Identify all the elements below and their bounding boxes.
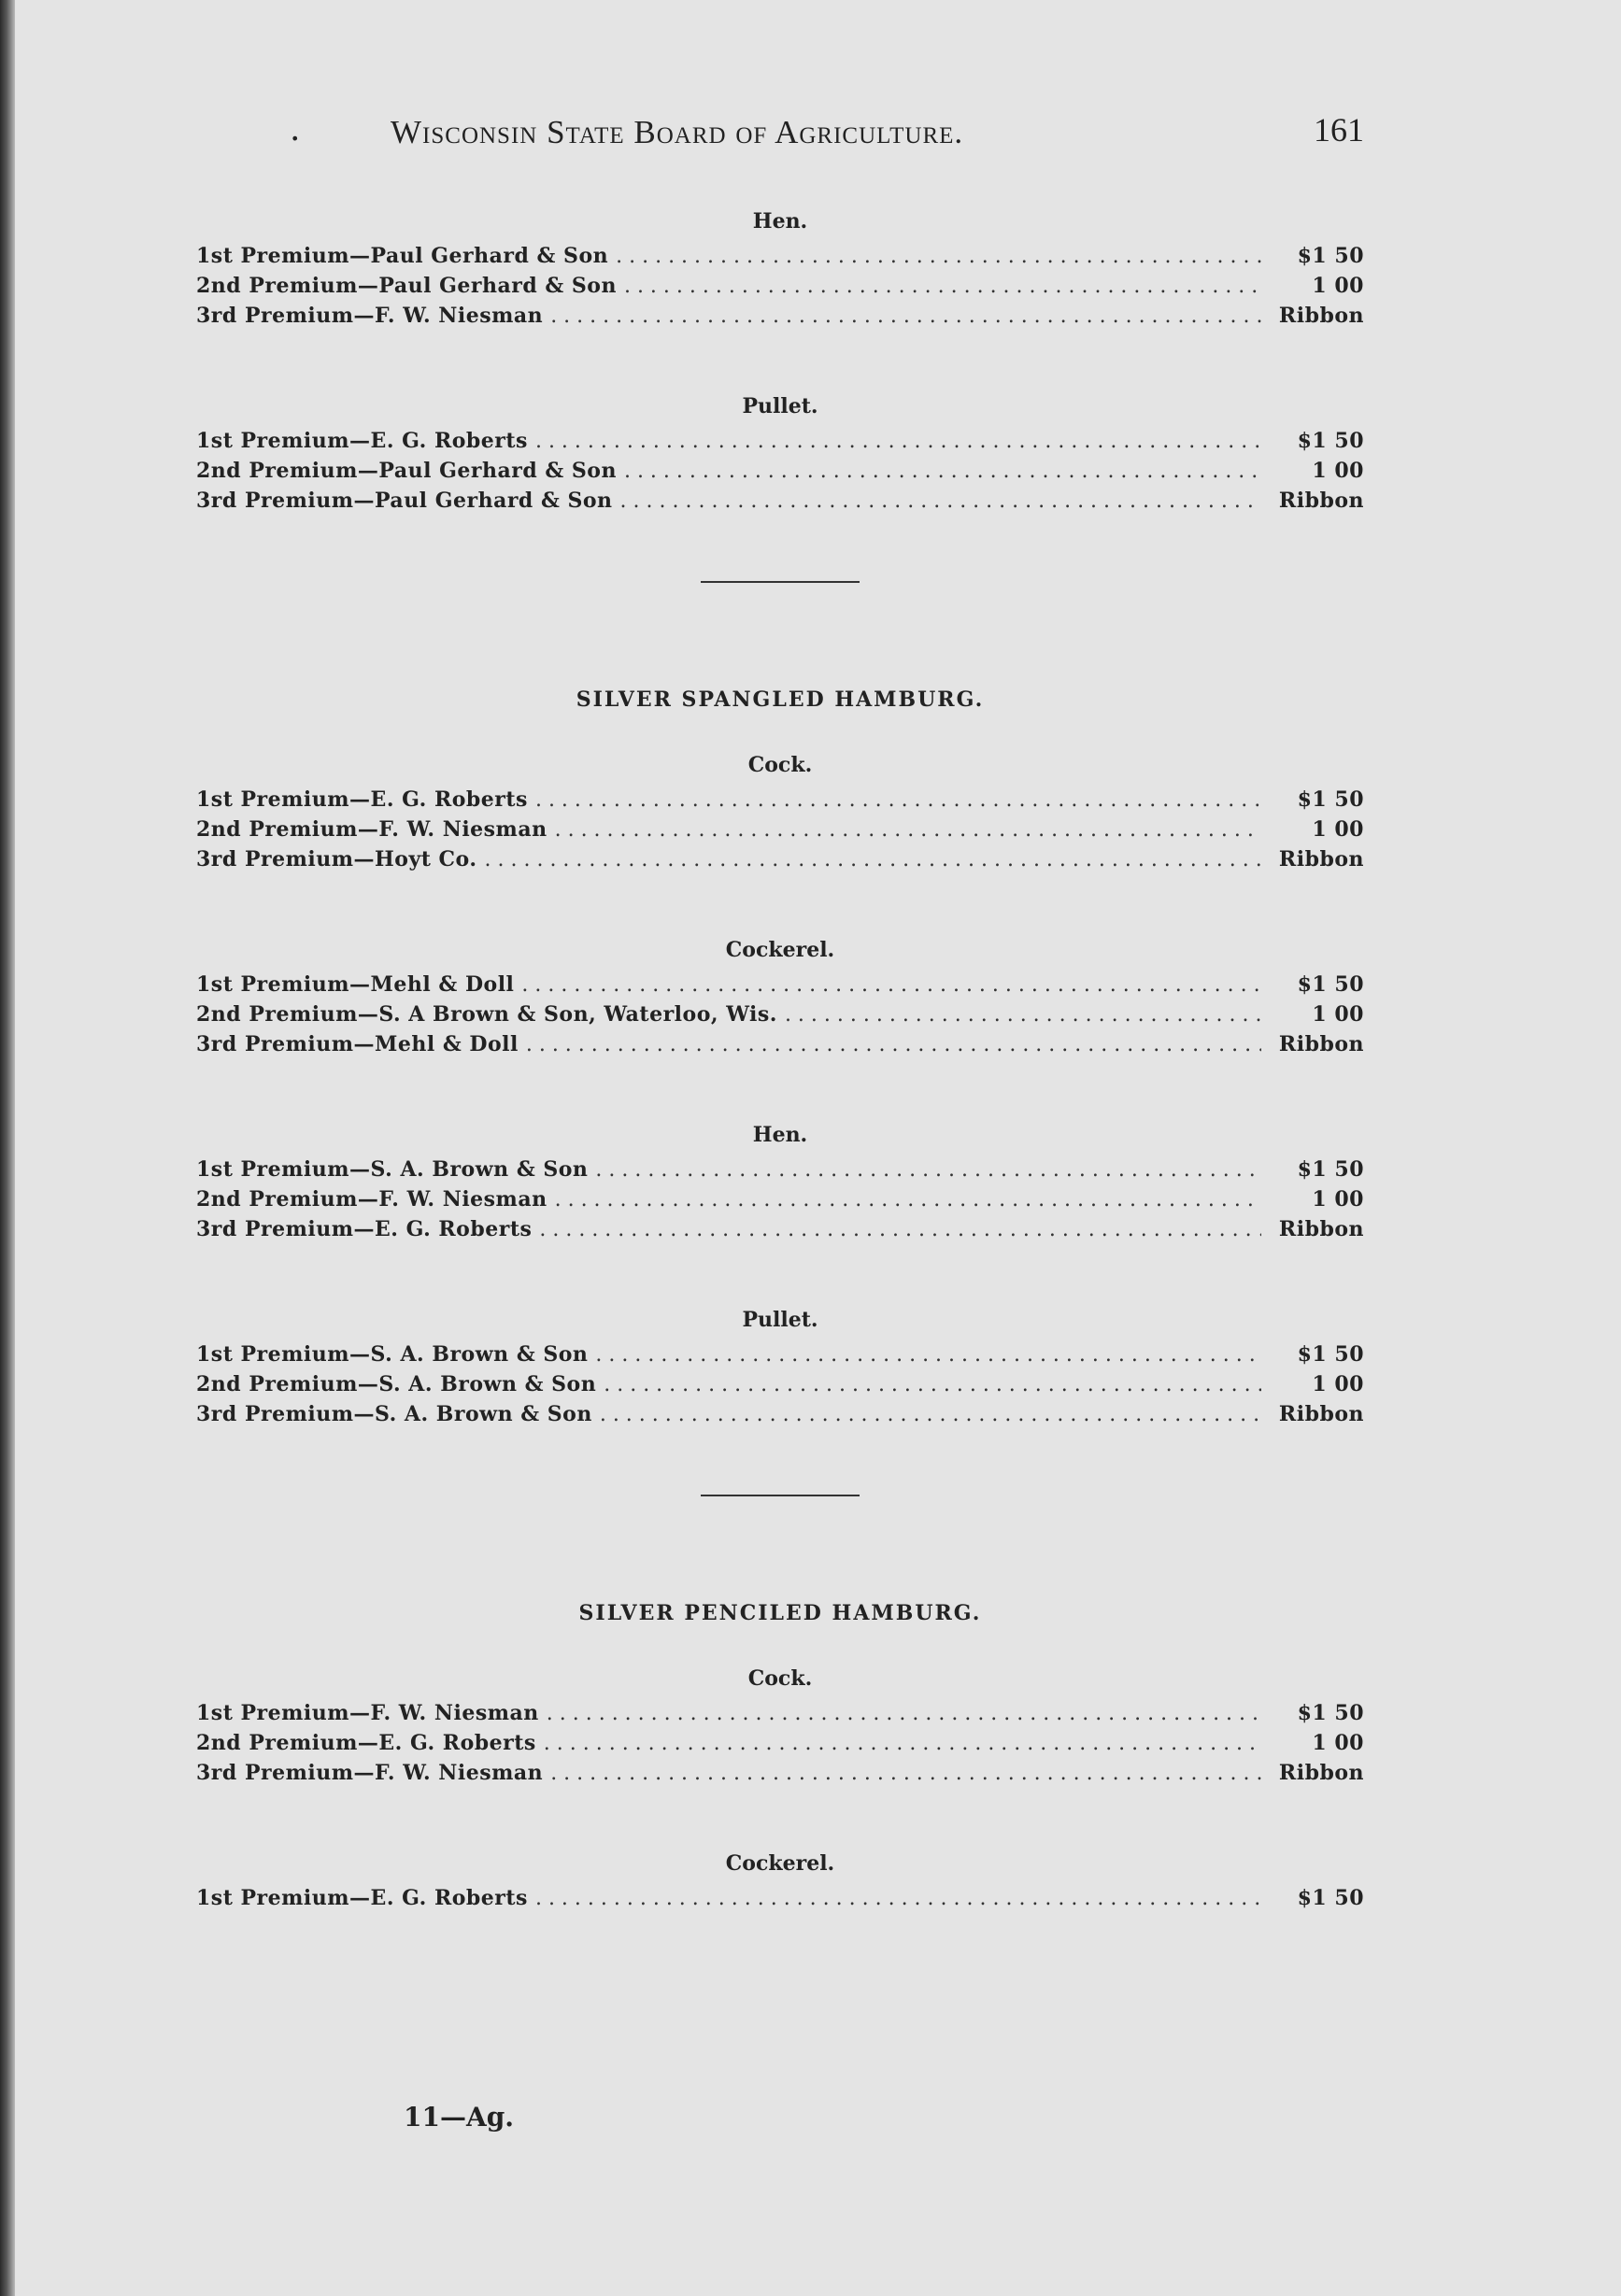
premium-winner: 1st Premium—S. A. Brown & Son bbox=[196, 1157, 589, 1182]
dot-leader bbox=[785, 1000, 1261, 1030]
premium-winner: 2nd Premium—S. A Brown & Son, Waterloo, Wis. bbox=[196, 1002, 777, 1027]
dot-leader bbox=[550, 302, 1261, 332]
premium-winner: 1st Premium—E. G. Roberts bbox=[196, 787, 528, 812]
premium-row bbox=[196, 815, 1364, 844]
premium-row bbox=[196, 1184, 1364, 1214]
breed-class-title: SILVER PENCILED HAMBURG. bbox=[578, 1601, 982, 1625]
premium-amount: $1 50 bbox=[1297, 972, 1364, 997]
premium-amount: $1 50 bbox=[1297, 429, 1364, 453]
premium-amount: $1 50 bbox=[1297, 244, 1364, 268]
premium-row bbox=[196, 1214, 1364, 1244]
breed-class-title: SILVER SPANGLED HAMBURG. bbox=[576, 687, 985, 712]
premium-row bbox=[196, 456, 1364, 486]
premium-winner: 1st Premium—E. G. Roberts bbox=[196, 429, 528, 453]
premium-amount: 1 00 bbox=[1312, 274, 1364, 298]
entry-class-subhead: Hen. bbox=[752, 1123, 808, 1147]
premium-winner: 2nd Premium—F. W. Niesman bbox=[196, 817, 547, 842]
dot-leader bbox=[595, 1340, 1261, 1370]
dot-leader bbox=[535, 1884, 1261, 1914]
premium-amount: $1 50 bbox=[1297, 1342, 1364, 1367]
premium-row bbox=[196, 486, 1364, 516]
premium-list bbox=[196, 207, 1364, 1913]
premium-row bbox=[196, 1758, 1364, 1788]
dot-leader bbox=[600, 1400, 1261, 1430]
dot-leader bbox=[547, 1699, 1261, 1729]
premium-amount: $1 50 bbox=[1297, 1701, 1364, 1725]
dot-leader bbox=[555, 815, 1261, 845]
premium-amount: $1 50 bbox=[1297, 1886, 1364, 1910]
premium-row bbox=[196, 241, 1364, 271]
premium-row bbox=[196, 844, 1364, 874]
premium-winner: 3rd Premium—S. A. Brown & Son bbox=[196, 1402, 592, 1426]
entry-class-subhead: Cockerel. bbox=[725, 938, 835, 962]
premium-winner: 3rd Premium—Mehl & Doll bbox=[196, 1032, 519, 1056]
entry-class-subhead: Hen. bbox=[752, 209, 808, 234]
premium-amount: Ribbon bbox=[1278, 1217, 1364, 1241]
premium-amount: 1 00 bbox=[1312, 1731, 1364, 1755]
premium-winner: 2nd Premium—Paul Gerhard & Son bbox=[196, 274, 617, 298]
premium-winner: 3rd Premium—E. G. Roberts bbox=[196, 1217, 533, 1241]
header-title: Wisconsin State Board of Agriculture. bbox=[391, 114, 964, 150]
dot-leader bbox=[521, 971, 1261, 1000]
entry-class-subhead: Pullet. bbox=[742, 1308, 818, 1332]
dot-leader bbox=[604, 1370, 1261, 1400]
premium-row bbox=[196, 1029, 1364, 1059]
premium-amount: 1 00 bbox=[1312, 817, 1364, 842]
premium-row bbox=[196, 970, 1364, 999]
entry-class-subhead: Pullet. bbox=[742, 394, 818, 418]
premium-amount: $1 50 bbox=[1297, 1157, 1364, 1182]
premium-amount: Ribbon bbox=[1278, 1032, 1364, 1056]
premium-amount: 1 00 bbox=[1312, 1002, 1364, 1027]
premium-winner: 2nd Premium—E. G. Roberts bbox=[196, 1731, 536, 1755]
dot-leader bbox=[485, 845, 1261, 875]
premium-row bbox=[196, 1883, 1364, 1913]
premium-row bbox=[196, 1339, 1364, 1369]
premium-winner: 1st Premium—E. G. Roberts bbox=[196, 1886, 528, 1910]
premium-row bbox=[196, 999, 1364, 1029]
premium-amount: 1 00 bbox=[1312, 1187, 1364, 1212]
entry-class-subhead: Cockerel. bbox=[725, 1851, 835, 1876]
premium-winner: 3rd Premium—F. W. Niesman bbox=[196, 304, 544, 328]
dot-leader bbox=[555, 1185, 1261, 1215]
dot-leader bbox=[620, 487, 1261, 517]
dot-leader bbox=[535, 786, 1261, 815]
dot-leader bbox=[526, 1030, 1261, 1060]
premium-winner: 1st Premium—Mehl & Doll bbox=[196, 972, 515, 997]
premium-winner: 1st Premium—S. A. Brown & Son bbox=[196, 1342, 589, 1367]
dot-leader bbox=[535, 427, 1261, 457]
premium-row bbox=[196, 1698, 1364, 1728]
dot-leader bbox=[616, 242, 1261, 272]
premium-amount: Ribbon bbox=[1278, 489, 1364, 513]
premium-row bbox=[196, 271, 1364, 301]
premium-amount: 1 00 bbox=[1312, 1372, 1364, 1396]
premium-row bbox=[196, 785, 1364, 815]
premium-winner: 3rd Premium—Hoyt Co. bbox=[196, 847, 477, 872]
premium-row bbox=[196, 1728, 1364, 1758]
dot-leader bbox=[539, 1215, 1261, 1245]
dot-leader bbox=[624, 272, 1261, 302]
signature-mark: 11—Ag. bbox=[404, 2102, 515, 2133]
premium-winner: 1st Premium—Paul Gerhard & Son bbox=[196, 244, 609, 268]
premium-winner: 2nd Premium—S. A. Brown & Son bbox=[196, 1372, 597, 1396]
page-number: 161 bbox=[1314, 111, 1364, 149]
dot-leader bbox=[544, 1729, 1261, 1759]
premium-winner: 3rd Premium—F. W. Niesman bbox=[196, 1761, 544, 1785]
premium-amount: Ribbon bbox=[1278, 847, 1364, 872]
dot-leader bbox=[550, 1759, 1261, 1789]
premium-amount: Ribbon bbox=[1278, 1761, 1364, 1785]
premium-winner: 3rd Premium—Paul Gerhard & Son bbox=[196, 489, 613, 513]
premium-winner: 2nd Premium—Paul Gerhard & Son bbox=[196, 459, 617, 483]
premium-amount: 1 00 bbox=[1312, 459, 1364, 483]
dot-leader bbox=[595, 1155, 1261, 1185]
premium-winner: 2nd Premium—F. W. Niesman bbox=[196, 1187, 547, 1212]
entry-class-subhead: Cock. bbox=[747, 1666, 813, 1691]
premium-row bbox=[196, 1399, 1364, 1429]
header-mark: . bbox=[290, 110, 301, 149]
premium-row bbox=[196, 426, 1364, 456]
premium-row bbox=[196, 301, 1364, 331]
premium-row bbox=[196, 1369, 1364, 1399]
premium-amount: $1 50 bbox=[1297, 787, 1364, 812]
running-header bbox=[280, 110, 1364, 157]
premium-row bbox=[196, 1155, 1364, 1184]
premium-amount: Ribbon bbox=[1278, 1402, 1364, 1426]
dot-leader bbox=[624, 457, 1261, 487]
premium-winner: 1st Premium—F. W. Niesman bbox=[196, 1701, 539, 1725]
entry-class-subhead: Cock. bbox=[747, 753, 813, 777]
premium-amount: Ribbon bbox=[1278, 304, 1364, 328]
